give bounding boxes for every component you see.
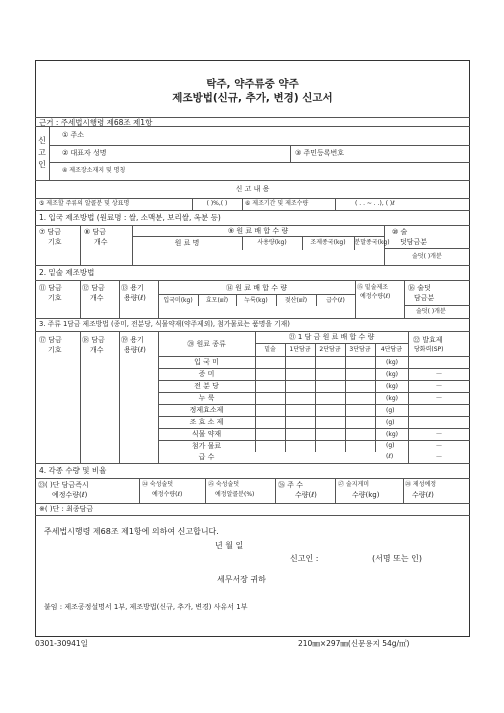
- divider: [158, 294, 355, 295]
- divider: [355, 280, 356, 318]
- section-2-title: 2. 밑술 제조방법: [39, 268, 95, 277]
- signature-note: (서명 또는 인): [372, 554, 422, 563]
- divider: [384, 248, 470, 249]
- form-title: 탁주, 약주류중 약주: [206, 78, 299, 90]
- material-name: 전 분 당: [194, 382, 219, 390]
- material-dash: －: [435, 370, 443, 378]
- col-header: 수량(ℓ): [295, 491, 317, 499]
- stage-header: 2단담금: [319, 346, 341, 353]
- final-stage-note: ※( )단 : 최종담금: [39, 505, 94, 513]
- col-header: 담금분: [414, 294, 435, 302]
- reporter-side-label: 신 고 인: [38, 136, 46, 169]
- form-code: 0301-30941일: [35, 639, 88, 648]
- material-unit: (g): [386, 407, 395, 414]
- divider: [345, 343, 346, 452]
- col-header: 예정수량(ℓ): [52, 491, 88, 499]
- col-header: 예정수량(ℓ): [360, 293, 391, 300]
- alcohol-brand-label: ⑤ 제조할 주류의 알콜분 및 상표명: [39, 200, 130, 207]
- col-header: ⑭ 원 료 배 합 수 량: [226, 284, 287, 292]
- col-header: 개수: [90, 294, 104, 302]
- section-1-title: 1. 입국 제조방법 (원료명 : 쌀, 소맥분, 보리쌀, 옥분 등): [39, 213, 221, 222]
- col-header: 예정알콜분(%): [215, 491, 255, 498]
- material-dash: －: [435, 382, 443, 390]
- col-header: ㉗ 술지게미: [338, 481, 370, 488]
- col-header: ㉕ 숙성술덧: [208, 481, 240, 488]
- stage-header: 4단담금: [380, 346, 403, 353]
- col-header: ⑲ 용기: [121, 336, 144, 344]
- col-header: 급수(ℓ): [326, 297, 345, 304]
- col-header: 사용량(kg): [257, 239, 287, 246]
- col-header: 예정수량(ℓ): [152, 491, 183, 498]
- col-header: ⑮ 밑술제조: [357, 284, 389, 291]
- alcohol-percent-field: ( )%,( ): [206, 200, 228, 207]
- col-header: 조제종국(kg): [310, 239, 346, 246]
- material-name: 누 룩: [198, 394, 215, 402]
- divider: [158, 416, 470, 417]
- col-header: 입국미(kg): [163, 297, 193, 304]
- col-header: ⑦ 담금: [39, 228, 62, 236]
- stage-header: 3단담금: [349, 346, 371, 353]
- unit-label: 술덧( )개분: [412, 253, 442, 260]
- col-header: ㉓( )단 담금즉시: [38, 481, 89, 489]
- material-dash: －: [435, 453, 443, 461]
- divider: [80, 331, 81, 463]
- unit-label: 술덧( )개분: [416, 308, 446, 315]
- material-unit: (g): [386, 419, 395, 426]
- divider: [49, 162, 470, 163]
- divider: [335, 478, 336, 503]
- divider: [158, 368, 470, 369]
- reporter-signature-label: 신고인 :: [290, 554, 319, 563]
- material-unit: (kg): [386, 395, 398, 402]
- col-header: 덧담금분: [400, 238, 428, 246]
- divider: [404, 280, 405, 318]
- material-name: 정제효소제: [189, 406, 224, 414]
- col-header: 누룩(kg): [244, 297, 268, 304]
- divider: [158, 404, 470, 405]
- col-header: ㉒ 발효제: [413, 336, 443, 344]
- section-4-title: 4. 각종 수량 및 비율: [39, 466, 107, 475]
- divider: [35, 503, 470, 504]
- col-header: 개수: [90, 346, 104, 354]
- resident-number-label: ③ 주민등록번호: [295, 149, 345, 157]
- col-header: 분말종국(kg): [354, 239, 390, 246]
- col-header: ㉔ 숙성술덧: [142, 481, 174, 488]
- divider: [132, 236, 384, 237]
- representative-label: ② 대표자 성명: [62, 149, 107, 157]
- divider: [275, 478, 276, 503]
- material-name: 식물 약재: [191, 430, 222, 438]
- divider: [403, 478, 404, 503]
- material-dash: －: [435, 394, 443, 402]
- divider: [242, 198, 243, 210]
- col-header: ⑧ 담금: [84, 228, 107, 236]
- divider: [35, 318, 470, 319]
- divider: [158, 380, 470, 381]
- date-field: 년 월 일: [215, 541, 244, 550]
- divider: [35, 180, 470, 181]
- declaration-text: 주세법시행령 제68조 제1항에 의하여 신고합니다.: [44, 527, 219, 536]
- col-header: ⑫ 담금: [82, 284, 105, 292]
- material-unit: (kg): [386, 371, 398, 378]
- divider: [290, 145, 291, 162]
- divider: [35, 225, 470, 226]
- col-header: ㉘ 제성예정: [405, 481, 437, 488]
- material-name: 조 효 소 제: [189, 418, 224, 426]
- report-content-header: 신 고 내 용: [235, 185, 270, 193]
- col-header: 개수: [94, 238, 108, 246]
- divider: [158, 440, 470, 441]
- material-unit: (kg): [386, 359, 398, 366]
- divider: [375, 343, 376, 452]
- col-header: 기호: [48, 294, 62, 302]
- col-header: ㉖ 주 수: [278, 481, 303, 489]
- divider: [49, 145, 470, 146]
- divider: [158, 428, 470, 429]
- stage-header: 밑술: [264, 346, 276, 353]
- material-name: 증 미: [198, 370, 215, 378]
- divider: [404, 305, 470, 306]
- col-header: 수량(ℓ): [412, 491, 434, 499]
- divider: [35, 210, 470, 211]
- stage-header: 1단담금: [289, 346, 311, 353]
- address-label: ① 주소: [62, 131, 85, 139]
- divider: [35, 265, 470, 266]
- col-header: 당화력(SP): [414, 346, 444, 353]
- col-header: 용량(ℓ): [124, 346, 146, 354]
- material-unit: (g): [386, 442, 395, 449]
- material-unit: (ℓ): [386, 453, 394, 460]
- col-header: 기호: [48, 346, 62, 354]
- divider: [35, 515, 470, 516]
- divider: [158, 356, 470, 357]
- col-header: ⑯ 술덧: [408, 284, 431, 292]
- col-header: ⑬ 용기: [121, 284, 144, 292]
- divider: [35, 463, 470, 464]
- period-quantity-field: ( . . ~ . .), ( )ℓ: [355, 200, 395, 207]
- col-header: ⑨ 원 료 배 합 수 량: [227, 227, 289, 235]
- section-3-title: 3. 주류 1담금 제조방법 (종미, 전분당, 식물약재(약주제외), 첨가물료는 품명을 기재): [39, 320, 290, 328]
- material-name: 첨가 물료: [191, 442, 222, 450]
- col-header: 효모(㎖): [205, 297, 229, 304]
- material-dash: －: [435, 442, 443, 450]
- divider: [35, 331, 470, 332]
- material-dash: －: [435, 430, 443, 438]
- divider: [35, 478, 470, 479]
- period-quantity-label: ⑥ 제조기간 및 제조수량: [245, 200, 309, 207]
- divider: [35, 198, 470, 199]
- recipient-text: 세무서장 귀하: [217, 575, 266, 584]
- material-unit: (kg): [386, 383, 398, 390]
- col-header: 원 료 명: [174, 239, 200, 247]
- divider: [315, 343, 316, 452]
- divider: [139, 478, 140, 503]
- divider: [205, 478, 206, 503]
- col-header: 수량(kg): [352, 491, 380, 499]
- col-header: 젖산(㎖): [284, 297, 308, 304]
- divider: [80, 225, 81, 265]
- premises-label: ④ 제조장소재지 및 명칭: [62, 167, 126, 174]
- divider: [119, 331, 120, 463]
- material-name: 입 국 미: [194, 358, 219, 366]
- divider: [119, 280, 120, 318]
- attachment-text: 붙임 : 제조공정설명서 1부, 제조방법(신규, 추가, 변경) 사유서 1부: [44, 603, 248, 611]
- col-header: ㉑ 1 담 금 원 료 배 합 수 량: [288, 333, 375, 341]
- col-header: ⑰ 담금: [39, 336, 62, 344]
- col-header: ⑪ 담금: [39, 284, 62, 292]
- divider: [80, 280, 81, 318]
- divider: [335, 198, 336, 210]
- form-subtitle: 제조방법(신규, 추가, 변경) 신고서: [172, 92, 333, 104]
- legal-basis: 근거 : 주세법시행령 제68조 제1항: [39, 118, 153, 127]
- material-name: 급 수: [198, 453, 215, 461]
- divider: [49, 126, 50, 180]
- material-unit: (kg): [386, 431, 398, 438]
- col-header: ⑩ 술: [392, 228, 408, 236]
- divider: [255, 343, 408, 344]
- divider: [158, 392, 470, 393]
- col-header: 기호: [48, 238, 62, 246]
- paper-spec: 210㎜×297㎜(신문용지 54g/㎡): [298, 639, 410, 648]
- col-header: ⑱ 담금: [82, 336, 105, 344]
- col-header: ⑳ 원료 종류: [187, 340, 226, 348]
- divider: [285, 343, 286, 452]
- col-header: 용량(ℓ): [124, 294, 146, 302]
